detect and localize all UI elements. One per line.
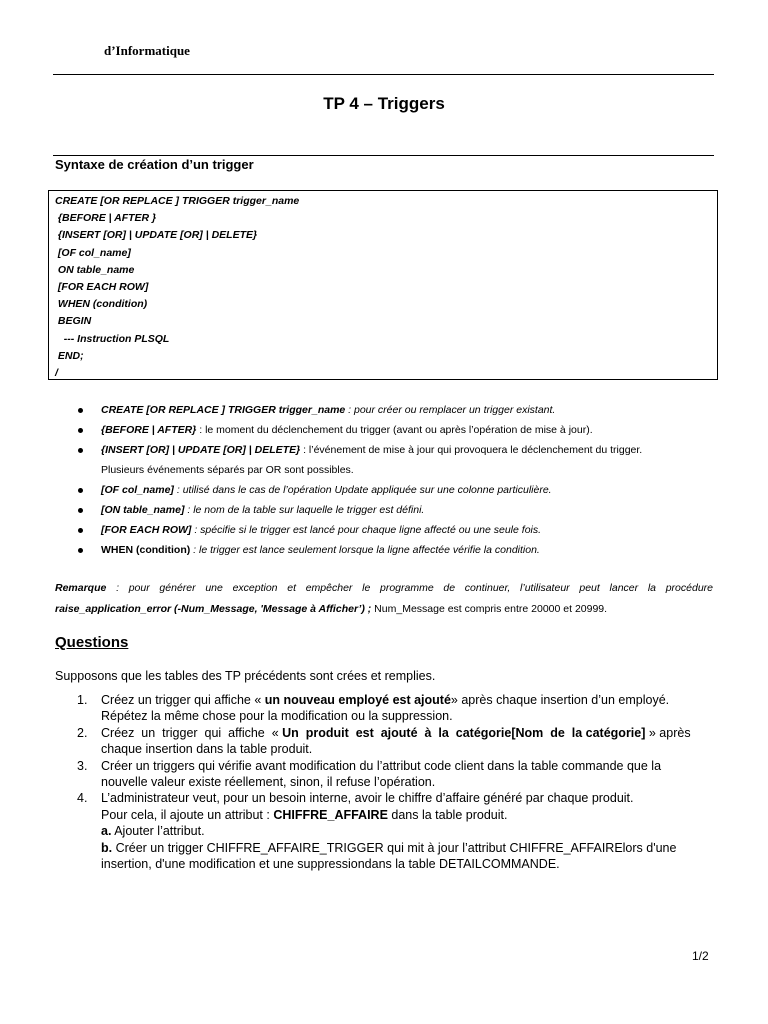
- bullet-desc: : le trigger est lance seulement lorsque la ligne affectée vérifie la condition.: [190, 544, 540, 556]
- subquestion-text: Créer un trigger CHIFFRE_AFFAIRE_TRIGGER qui mit à jour l’attribut CHIFFRE_AFFAIRElors d'une: [112, 840, 677, 855]
- question-text: Créer un triggers qui vérifie avant modification du l’attribut code client dans la table commande que la: [101, 758, 662, 773]
- bullet-icon: [78, 448, 83, 453]
- list-item: [0, 520, 713, 540]
- bullet-term: CREATE [OR REPLACE ] TRIGGER trigger_name: [101, 404, 346, 416]
- question-emphasis: un nouveau employé est ajouté: [264, 693, 451, 707]
- question-number: 4.: [77, 791, 88, 806]
- question-number: 3.: [77, 758, 88, 773]
- code-line: [OF col_name]: [55, 246, 131, 259]
- subquestion-text: insertion, d'une modification et une suppressiondans la table DETAILCOMMANDE.: [101, 857, 560, 872]
- subquestion-label: b.: [101, 840, 113, 855]
- questions-list: [55, 692, 713, 872]
- question-text: nouvelle valeur existe réellement, sinon, il refuse l’opération.: [101, 775, 436, 790]
- question-emphasis: CHIFFRE_AFFAIRE: [273, 807, 388, 822]
- question-item: [55, 692, 713, 725]
- question-text: » après: [645, 725, 691, 740]
- bullet-term: [FOR EACH ROW]: [101, 524, 192, 536]
- bullet-term: [OF col_name]: [101, 484, 174, 496]
- remark-text-end: Num_Message est compris entre 20000 et 20999.: [371, 603, 608, 615]
- code-line: [FOR EACH ROW]: [55, 280, 149, 293]
- question-number: 2.: [77, 725, 88, 740]
- questions-intro: Supposons que les tables des TP précédents sont crées et remplies.: [55, 669, 436, 683]
- department-header: d’Informatique: [104, 43, 190, 58]
- code-line: ON table_name: [55, 263, 135, 276]
- remark-paragraph: [55, 578, 713, 620]
- question-number: 1.: [77, 693, 88, 707]
- bullet-desc: : le nom de la table sur laquelle le trigger est défini.: [184, 504, 425, 516]
- page-number: 1/2: [692, 949, 709, 963]
- bullet-desc: : utilisé dans le cas de l’opération Update appliquée sur une colonne particulière.: [173, 484, 552, 496]
- bullet-icon: [78, 408, 83, 413]
- question-text: Créez un trigger qui affiche «: [101, 725, 283, 740]
- bullet-icon: [78, 428, 83, 433]
- bullet-term: WHEN (condition): [101, 544, 191, 556]
- bullet-desc: : le moment du déclenchement du trigger (avant ou après l’opération de mise à jour).: [196, 424, 593, 436]
- list-item: [0, 500, 713, 520]
- bullet-desc-continued: Plusieurs événements séparés par OR sont possibles.: [101, 464, 354, 476]
- list-item: [0, 400, 713, 420]
- remark-label: Remarque: [55, 582, 107, 594]
- subquestion-label: a.: [101, 824, 112, 839]
- code-line: {BEFORE | AFTER }: [55, 212, 157, 225]
- remark-text: : pour générer une exception et empêcher le programme de continuer, l’utilisateur peut lancer la procédure: [106, 582, 713, 594]
- bullet-desc: : spécifie si le trigger est lancé pour chaque ligne affecté ou une seule fois.: [191, 524, 542, 536]
- bullet-term: [ON table_name]: [101, 504, 185, 516]
- header-rule: [53, 74, 714, 75]
- bullet-term: {BEFORE | AFTER}: [101, 424, 197, 436]
- list-item: [0, 480, 713, 500]
- bullet-term: {INSERT [OR] | UPDATE [OR] | DELETE}: [101, 444, 301, 456]
- code-line: /: [55, 366, 58, 379]
- list-item: [0, 440, 713, 480]
- bullet-icon: [78, 528, 83, 533]
- bullet-icon: [78, 488, 83, 493]
- syntax-code-box: [48, 190, 718, 380]
- code-line: --- Instruction PLSQL: [55, 332, 170, 345]
- code-line: CREATE [OR REPLACE ] TRIGGER trigger_name: [55, 195, 300, 207]
- code-line: WHEN (condition): [55, 298, 148, 311]
- question-text: Répétez la même chose pour la modification ou la suppression.: [101, 709, 453, 724]
- questions-heading: Questions: [55, 634, 129, 651]
- remark-code: raise_application_error (-Num_Message, 'Message à Afficher’) ;: [55, 603, 372, 615]
- bullet-icon: [78, 508, 83, 513]
- bullet-desc: : l’événement de mise à jour qui provoquera le déclenchement du trigger.: [300, 444, 643, 456]
- bullet-desc: : pour créer ou remplacer un trigger existant.: [345, 404, 556, 416]
- code-line: END;: [55, 349, 84, 362]
- list-item: [0, 420, 713, 440]
- question-text: chaque insertion dans la table produit.: [101, 742, 313, 757]
- question-text: L’administrateur veut, pour un besoin interne, avoir le chiffre d’affaire généré par chaque produit.: [101, 791, 634, 806]
- subquestion-text: Ajouter l’attribut.: [111, 824, 205, 839]
- syntax-explanation-list: [0, 400, 768, 560]
- section-rule: [53, 155, 714, 156]
- syntax-heading: Syntaxe de création d’un trigger: [55, 157, 254, 172]
- question-item: [55, 758, 713, 791]
- page-title: TP 4 – Triggers: [323, 94, 445, 113]
- question-emphasis: Un produit est ajouté à la catégorie[Nom de la catégorie]: [282, 725, 646, 740]
- question-item: [55, 790, 713, 872]
- list-item: [0, 540, 713, 560]
- code-line: {INSERT [OR] | UPDATE [OR] | DELETE}: [55, 229, 258, 242]
- bullet-icon: [78, 548, 83, 553]
- code-line: BEGIN: [55, 315, 92, 328]
- question-text: dans la table produit.: [387, 807, 508, 822]
- question-text: Pour cela, il ajoute un attribut :: [101, 807, 274, 822]
- question-text: » après chaque insertion d’un employé.: [450, 693, 670, 707]
- question-text: Créez un trigger qui affiche «: [101, 693, 265, 707]
- question-item: [55, 725, 713, 758]
